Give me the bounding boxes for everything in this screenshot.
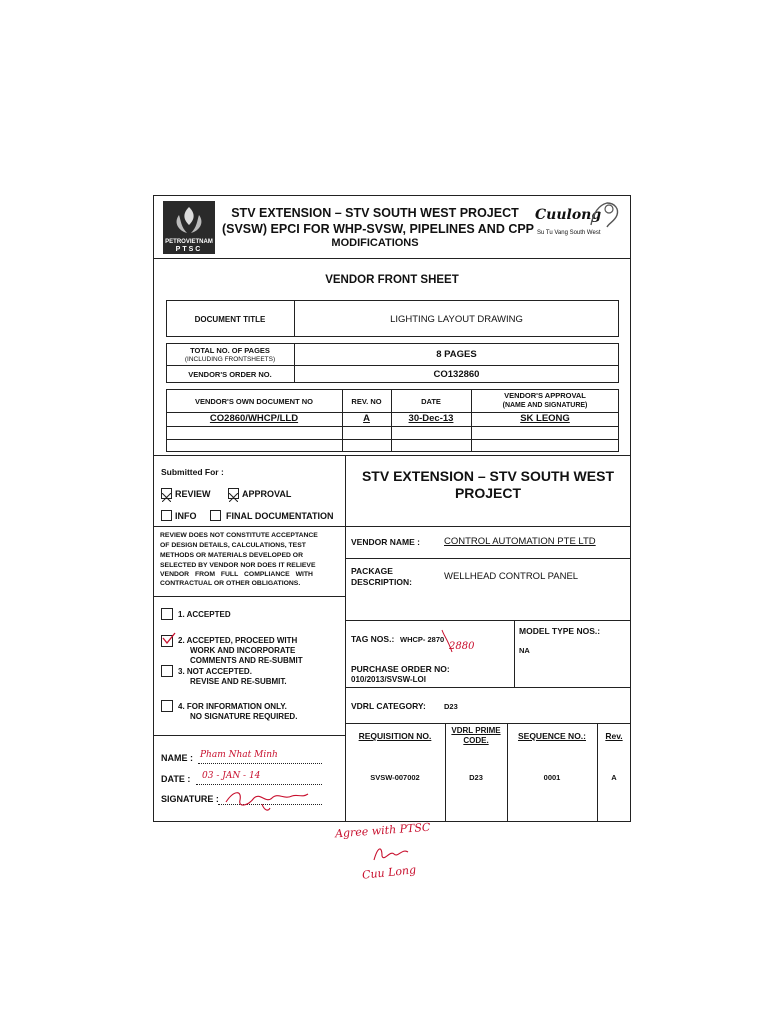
signoff-name-label: NAME : — [161, 753, 193, 763]
sequence-header: SEQUENCE NO.: — [517, 731, 586, 741]
package-value: WELLHEAD CONTROL PANEL — [444, 571, 579, 582]
cuulong-subtitle: Su Tu Vang South West — [537, 230, 601, 236]
vdrl-prime-header: VDRL PRIME — [451, 726, 501, 735]
x-mark-icon — [229, 493, 238, 502]
date-header: DATE — [421, 397, 441, 406]
option-not-accepted-line2: REVISE AND RE-SUBMIT. — [190, 677, 287, 686]
requisition-value: SVSW-007002 — [370, 773, 420, 782]
approval-value: SK LEONG — [520, 413, 570, 424]
signature-scribble — [222, 786, 312, 814]
tag-nos-value: WHCP- 2870 — [400, 635, 445, 644]
signoff-name-value: Pham Nhat Minh — [200, 750, 278, 760]
rev-no-header: REV. NO — [351, 397, 382, 406]
accepted-proceed-checkbox[interactable] — [161, 635, 173, 647]
header-title-line3: MODIFICATIONS — [331, 237, 419, 249]
header-title-line2: (SVSW) EPCI FOR WHP-SVSW, PIPELINES AND CPP — [221, 222, 535, 236]
header-title-line1: STV EXTENSION – STV SOUTH WEST PROJECT — [231, 206, 519, 220]
signoff-date-line — [196, 784, 322, 785]
vdrl-category-value: D23 — [444, 702, 458, 711]
option-accepted-proceed: 2. ACCEPTED, PROCEED WITH — [178, 636, 298, 645]
document-title-label: DOCUMENT TITLE — [194, 315, 266, 324]
package-label: PACKAGE — [351, 566, 393, 576]
approval-header: VENDOR'S APPROVAL — [504, 391, 586, 400]
purchase-order-label: PURCHASE ORDER NO: — [351, 664, 450, 674]
description-label: DESCRIPTION: — [351, 577, 412, 587]
handwritten-note-line1: Agree with PTSC — [334, 820, 431, 841]
option-info-only: 4. FOR INFORMATION ONLY. — [178, 702, 287, 711]
sheet-title: VENDOR FRONT SHEET — [325, 274, 459, 286]
option-accepted: 1. ACCEPTED — [178, 610, 231, 619]
cuulong-logo — [535, 199, 627, 241]
disclaimer-line1: REVIEW DOES NOT CONSTITUTE ACCEPTANCE — [160, 532, 318, 539]
review-label: REVIEW — [175, 489, 211, 499]
vendor-order-label: VENDOR'S ORDER NO. — [188, 370, 272, 379]
info-label: INFO — [175, 511, 197, 521]
option-info-only-line2: NO SIGNATURE REQUIRED. — [190, 712, 298, 721]
petrovietnam-label: PETROVIETNAM — [165, 239, 213, 245]
disclaimer-line3: METHODS OR MATERIALS DEVELOPED OR — [160, 552, 303, 559]
check-mark-icon — [162, 632, 176, 644]
lion-icon — [587, 199, 623, 229]
signoff-date-value: 03 - JAN - 14 — [202, 771, 261, 781]
rev-value-vdrl: A — [611, 773, 617, 782]
x-mark-icon — [162, 493, 171, 502]
requisition-header: REQUISITION NO. — [358, 731, 432, 741]
tag-handwritten-correction: 2880 — [449, 641, 475, 652]
tag-nos-label: TAG NOS.: — [351, 634, 395, 644]
approval-checkbox[interactable] — [228, 488, 239, 499]
correction-stroke-icon — [438, 628, 458, 654]
approval-label: APPROVAL — [242, 489, 292, 499]
including-frontsheets-label: (INCLUDING FRONTSHEETS) — [184, 356, 276, 363]
total-pages-label: TOTAL NO. OF PAGES — [190, 346, 270, 355]
signoff-name-line — [198, 763, 322, 764]
info-only-checkbox[interactable] — [161, 700, 173, 712]
doc-no-header: VENDOR'S OWN DOCUMENT NO — [194, 397, 314, 406]
not-accepted-checkbox[interactable] — [161, 665, 173, 677]
signoff-date-label: DATE : — [161, 774, 191, 784]
project-title-line1: STV EXTENSION – STV SOUTH WEST — [361, 468, 615, 484]
option-accepted-proceed-line3: COMMENTS AND RE-SUBMIT — [190, 656, 303, 665]
accepted-checkbox[interactable] — [161, 608, 173, 620]
rev-header: Rev. — [605, 731, 623, 741]
option-not-accepted: 3. NOT ACCEPTED. — [178, 667, 252, 676]
sequence-value: 0001 — [543, 773, 561, 782]
total-pages-value: 8 PAGES — [436, 349, 477, 360]
form-frame — [153, 195, 631, 822]
vendor-name-value: CONTROL AUTOMATION PTE LTD — [444, 536, 596, 547]
vdrl-prime-code-header: CODE. — [463, 736, 489, 745]
vdrl-category-label: VDRL CATEGORY: — [351, 701, 426, 711]
disclaimer-line4: SELECTED BY VENDOR NOR DOES IT RELIEVE — [160, 562, 316, 569]
ptsc-label: PTSC — [175, 246, 203, 253]
project-title-line2: PROJECT — [454, 485, 522, 501]
approval-subheader: (NAME AND SIGNATURE) — [502, 402, 588, 409]
final-documentation-checkbox[interactable] — [210, 510, 221, 521]
date-value: 30-Dec-13 — [408, 413, 454, 424]
handwritten-initials — [372, 842, 412, 864]
disclaimer-line2: OF DESIGN DETAILS, CALCULATIONS, TEST — [160, 542, 306, 549]
disclaimer-line5: VENDOR FROM FULL COMPLIANCE WITH — [160, 571, 313, 578]
review-checkbox[interactable] — [161, 488, 172, 499]
submitted-for-label: Submitted For : — [161, 467, 224, 477]
model-type-label: MODEL TYPE NOS.: — [519, 626, 601, 636]
vendor-order-value: CO132860 — [433, 369, 480, 380]
cuulong-wordmark: Cuulong — [535, 207, 602, 223]
option-accepted-proceed-line2: WORK AND INCORPORATE — [190, 646, 296, 655]
vdrl-prime-value: D23 — [469, 773, 483, 782]
doc-no-value: CO2860/WHCP/LLD — [209, 413, 299, 424]
signoff-signature-label: SIGNATURE : — [161, 794, 219, 804]
rev-value: A — [363, 413, 370, 424]
handwritten-note-line2: Cuu Long — [361, 863, 417, 882]
disclaimer-line6: CONTRACTUAL OR OTHER OBLIGATIONS. — [160, 580, 301, 587]
petrovietnam-logo — [163, 201, 215, 254]
vendor-name-label: VENDOR NAME : — [351, 537, 420, 547]
flame-icon — [163, 201, 215, 241]
final-documentation-label: FINAL DOCUMENTATION — [226, 511, 334, 521]
purchase-order-value: 010/2013/SVSW-LOI — [351, 675, 426, 684]
info-checkbox[interactable] — [161, 510, 172, 521]
document-title-value: LIGHTING LAYOUT DRAWING — [390, 314, 523, 325]
model-type-value: NA — [519, 646, 530, 655]
